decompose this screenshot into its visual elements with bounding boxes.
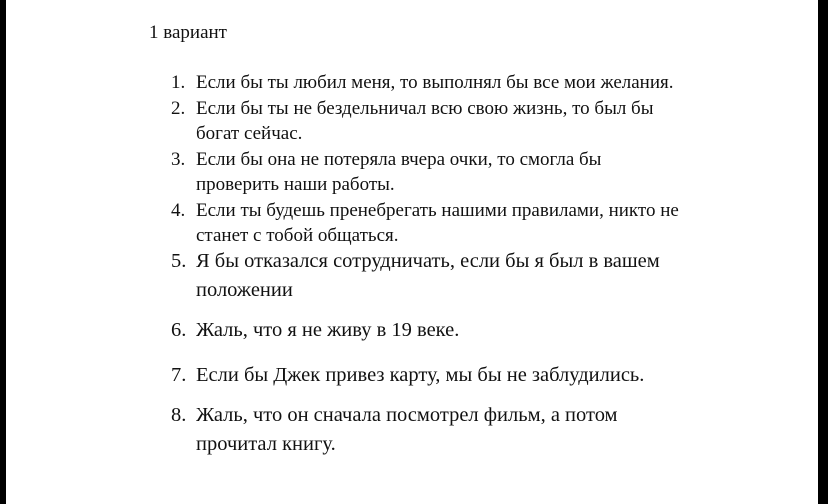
item-number: 4. [171, 200, 186, 221]
item-number: 3. [171, 149, 186, 170]
item-line: положении [196, 279, 293, 301]
item-line: прочитал книгу. [196, 433, 336, 455]
item-line: станет с тобой общаться. [196, 225, 399, 246]
item-line: Если бы Джек привез карту, мы бы не заблудились. [196, 364, 645, 386]
item-line: Если бы ты не бездельничал всю свою жизнь, то был бы [196, 98, 654, 119]
document-title: 1 вариант [149, 22, 227, 43]
item-number: 7. [171, 364, 187, 386]
item-line: Жаль, что я не живу в 19 веке. [196, 319, 460, 341]
item-number: 1. [171, 72, 186, 93]
document-page [6, 0, 818, 504]
item-line: богат сейчас. [196, 123, 303, 144]
item-line: Если бы ты любил меня, то выполнял бы все мои желания. [196, 72, 674, 93]
item-line: Жаль, что он сначала посмотрел фильм, а потом [196, 404, 618, 426]
item-line: Если ты будешь пренебрегать нашими правилами, никто не [196, 200, 679, 221]
item-number: 6. [171, 319, 187, 341]
item-line: Я бы отказался сотрудничать, если бы я был в вашем [196, 250, 660, 272]
item-number: 8. [171, 404, 187, 426]
item-line: Если бы она не потеряла вчера очки, то смогла бы [196, 149, 602, 170]
item-line: проверить наши работы. [196, 174, 395, 195]
item-number: 2. [171, 98, 186, 119]
item-number: 5. [171, 250, 187, 272]
